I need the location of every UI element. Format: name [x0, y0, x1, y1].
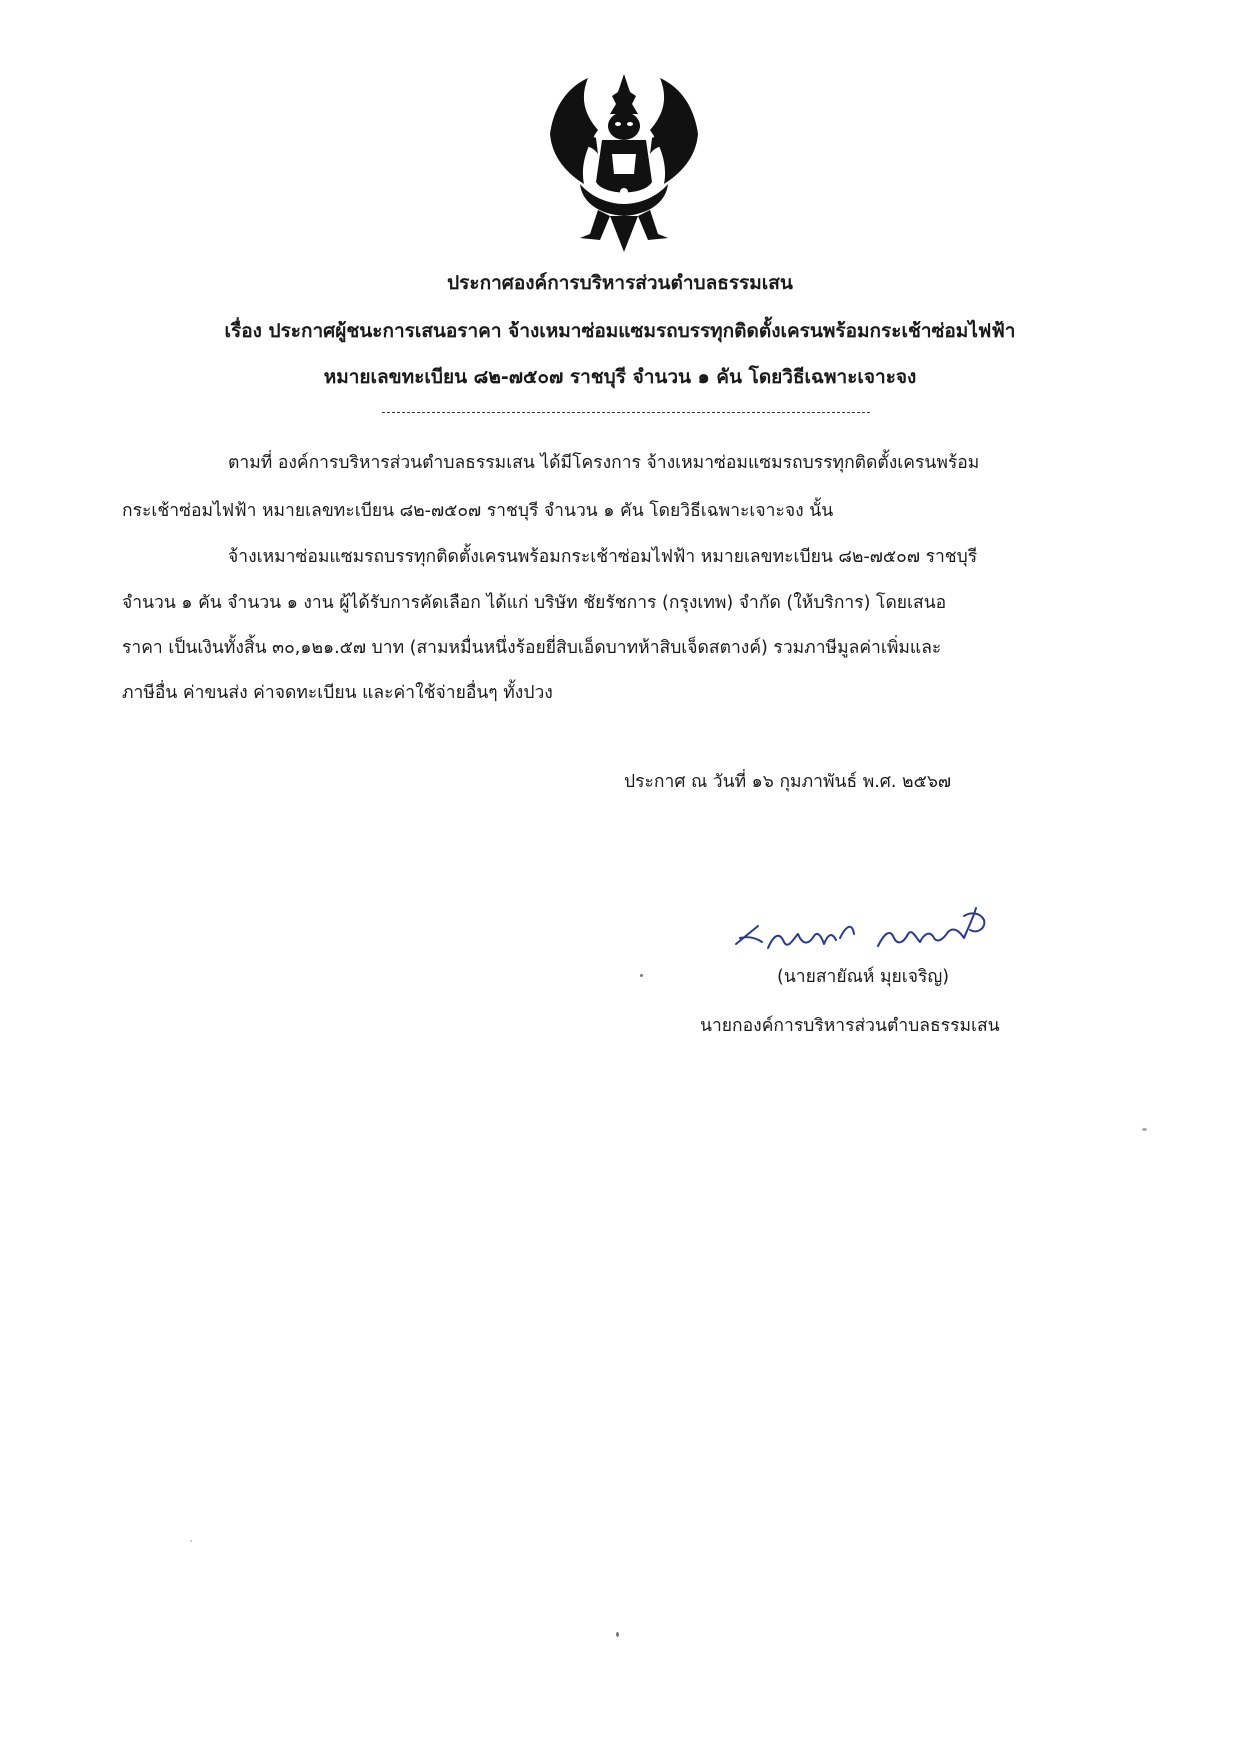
body-line-6: ภาษีอื่น ค่าขนส่ง ค่าจดทะเบียน และค่าใช้จ่ายอื่นๆ ทั้งปวง — [122, 683, 553, 703]
scan-speck — [190, 1540, 192, 1542]
body-line-1: ตามที่ องค์การบริหารส่วนตำบลธรรมเสน ได้มีโครงการ จ้างเหมาซ่อมแซมรถบรรทุกติดตั้งเครนพร้อม — [228, 453, 980, 473]
signer-title: นายกองค์การบริหารส่วนตำบลธรรมเสน — [700, 1016, 1000, 1036]
body-line-2: กระเช้าซ่อมไฟฟ้า หมายเลขทะเบียน ๘๒-๗๕๐๗ ราชบุรี จำนวน ๑ คัน โดยวิธีเฉพาะเจาะจง นั้น — [122, 501, 834, 521]
announcement-subject-line-1: เรื่อง ประกาศผู้ชนะการเสนอราคา จ้างเหมาซ่อมแซมรถบรรทุกติดตั้งเครนพร้อมกระเช้าซ่อมไฟฟ้า — [224, 320, 1016, 342]
signature-icon — [728, 898, 1028, 968]
scan-speck — [640, 974, 643, 977]
scan-speck — [616, 1632, 619, 1637]
announcement-title: ประกาศองค์การบริหารส่วนตำบลธรรมเสน — [447, 272, 793, 294]
scan-speck — [1142, 1128, 1147, 1131]
body-line-4: จำนวน ๑ คัน จำนวน ๑ งาน ผู้ได้รับการคัดเลือก ได้แก่ บริษัท ชัยรัชการ (กรุงเทพ) จำกัด (ให้บริการ) โดยเสนอ — [122, 593, 947, 613]
signer-name: (นายสายัณห์ มุยเจริญ) — [777, 967, 950, 987]
dashed-divider — [382, 412, 870, 413]
body-line-3: จ้างเหมาซ่อมแซมรถบรรทุกติดตั้งเครนพร้อมกระเช้าซ่อมไฟฟ้า หมายเลขทะเบียน ๘๒-๗๕๐๗ ราชบุรี — [228, 547, 978, 567]
announcement-date: ประกาศ ณ วันที่ ๑๖ กุมภาพันธ์ พ.ศ. ๒๕๖๗ — [624, 772, 952, 792]
body-line-5: ราคา เป็นเงินทั้งสิ้น ๓๐,๑๒๑.๕๗ บาท (สามหมื่นหนึ่งร้อยยี่สิบเอ็ดบาทห้าสิบเจ็ดสตางค์) รวมภาษีมูลค่าเพิ่มและ — [122, 638, 942, 658]
announcement-subject-line-2: หมายเลขทะเบียน ๘๒-๗๕๐๗ ราชบุรี จำนวน ๑ คัน โดยวิธีเฉพาะเจาะจง — [323, 366, 917, 388]
garuda-emblem-icon — [540, 74, 708, 252]
